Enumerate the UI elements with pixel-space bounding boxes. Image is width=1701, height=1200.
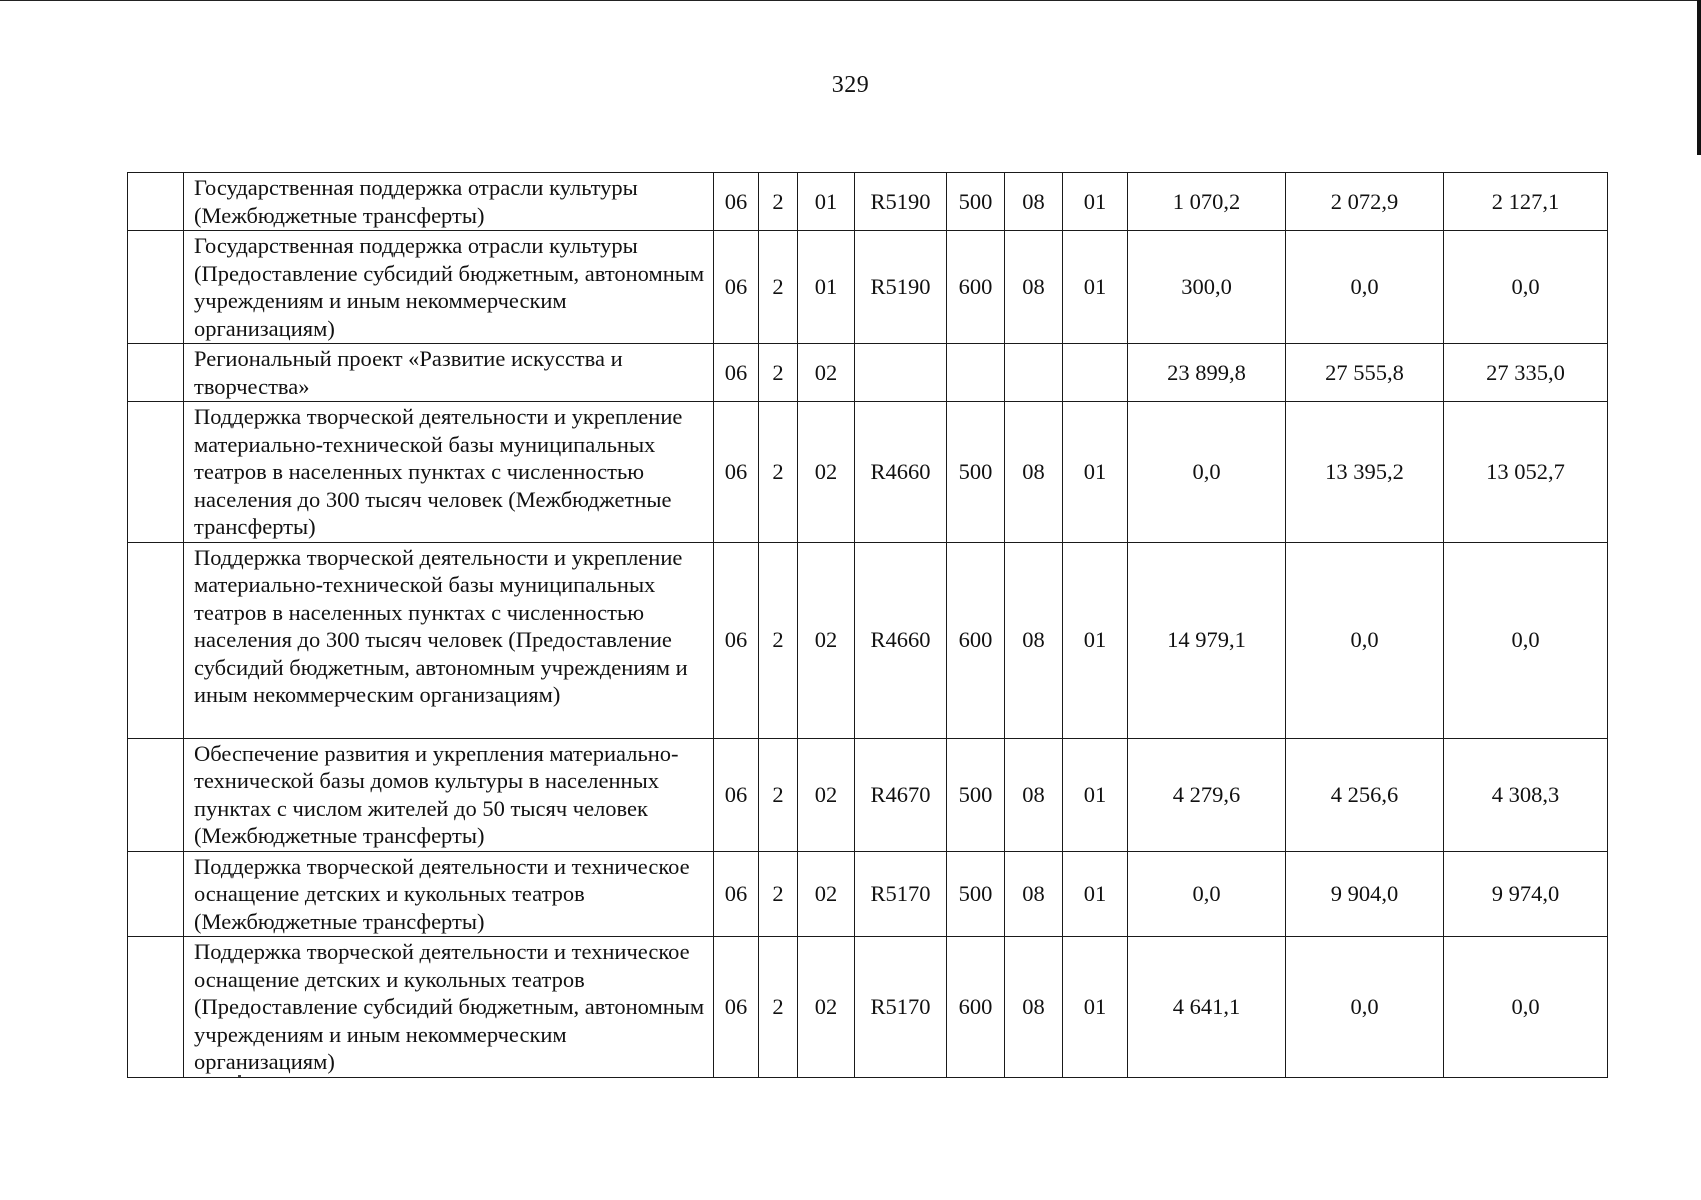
code-program-cell: 06 [714,231,759,344]
expense-type-cell: 500 [947,402,1005,543]
row-index-cell [128,851,184,937]
code-event-cell: 01 [798,173,855,231]
subsection-cell: 01 [1063,851,1128,937]
expense-type-cell: 600 [947,937,1005,1078]
row-index-cell [128,937,184,1078]
section-cell: 08 [1005,937,1063,1078]
code-direction-cell: R4660 [855,402,947,543]
code-event-cell: 02 [798,344,855,402]
subsection-cell: 01 [1063,738,1128,851]
amount-year1-cell: 4 279,6 [1128,738,1286,851]
code-event-cell: 02 [798,851,855,937]
code-subprogram-cell: 2 [759,231,798,344]
description-cell: Поддержка творческой деятельности и укрепление материально-технической базы муниципальных театров в населенных пунктах с численностью населения до 300 тысяч человек (Межбюджетные трансферты) [184,402,714,543]
amount-year1-cell: 300,0 [1128,231,1286,344]
description-cell: Обеспечение развития и укрепления материально-технической базы домов культуры в населенных пунктах с числом жителей до 50 тысяч человек (Межбюджетные трансферты) [184,738,714,851]
code-program-cell: 06 [714,738,759,851]
section-cell: 08 [1005,402,1063,543]
expense-type-cell: 500 [947,738,1005,851]
code-program-cell: 06 [714,402,759,543]
section-cell [1005,344,1063,402]
code-event-cell: 01 [798,231,855,344]
description-cell: Поддержка творческой деятельности и техническое оснащение детских и кукольных театров (Межбюджетные трансферты) [184,851,714,937]
amount-year1-cell: 0,0 [1128,402,1286,543]
subsection-cell: 01 [1063,402,1128,543]
amount-year2-cell: 9 904,0 [1286,851,1444,937]
amount-year1-cell: 0,0 [1128,851,1286,937]
amount-year1-cell: 23 899,8 [1128,344,1286,402]
expense-type-cell: 500 [947,173,1005,231]
description-cell: Государственная поддержка отрасли культуры (Межбюджетные трансферты) [184,173,714,231]
section-cell: 08 [1005,738,1063,851]
code-direction-cell: R4660 [855,542,947,738]
section-cell: 08 [1005,542,1063,738]
subsection-cell: 01 [1063,937,1128,1078]
table-row [128,402,1608,543]
page-number: 329 [831,72,870,98]
code-program-cell: 06 [714,344,759,402]
code-subprogram-cell: 2 [759,402,798,543]
section-cell: 08 [1005,231,1063,344]
budget-table [127,172,1608,1078]
code-event-cell: 02 [798,402,855,543]
scan-top-edge [0,0,1701,12]
table-row [128,937,1608,1078]
subsection-cell: 01 [1063,173,1128,231]
table-row [128,231,1608,344]
description-cell: Государственная поддержка отрасли культуры (Предоставление субсидий бюджетным, автономным учреждениям и иным некоммерческим организациям) [184,231,714,344]
code-event-cell: 02 [798,542,855,738]
code-subprogram-cell: 2 [759,937,798,1078]
description-cell: Поддержка творческой деятельности и укрепление материально-технической базы муниципальных театров в населенных пунктах с численностью населения до 300 тысяч человек (Предоставление субсидий бюджетным, автономным учреждениям и иным некоммерческим организациям) [184,542,714,738]
row-index-cell [128,738,184,851]
row-index-cell [128,173,184,231]
code-program-cell: 06 [714,937,759,1078]
amount-year2-cell: 13 395,2 [1286,402,1444,543]
code-subprogram-cell: 2 [759,542,798,738]
amount-year2-cell: 2 072,9 [1286,173,1444,231]
scan-speck [238,1075,241,1077]
code-subprogram-cell: 2 [759,173,798,231]
amount-year3-cell: 0,0 [1444,937,1608,1078]
row-index-cell [128,231,184,344]
amount-year2-cell: 4 256,6 [1286,738,1444,851]
section-cell: 08 [1005,851,1063,937]
code-event-cell: 02 [798,937,855,1078]
expense-type-cell: 600 [947,231,1005,344]
amount-year3-cell: 9 974,0 [1444,851,1608,937]
description-cell: Поддержка творческой деятельности и техническое оснащение детских и кукольных театров (Предоставление субсидий бюджетным, автономным учреждениям и иным некоммерческим организациям) [184,937,714,1078]
amount-year3-cell: 4 308,3 [1444,738,1608,851]
expense-type-cell: 600 [947,542,1005,738]
amount-year3-cell: 2 127,1 [1444,173,1608,231]
code-direction-cell: R5190 [855,173,947,231]
row-index-cell [128,542,184,738]
code-direction-cell: R4670 [855,738,947,851]
amount-year3-cell: 13 052,7 [1444,402,1608,543]
code-direction-cell: R5170 [855,937,947,1078]
amount-year3-cell: 0,0 [1444,231,1608,344]
table-body [128,173,1608,1078]
subsection-cell: 01 [1063,542,1128,738]
code-direction-cell: R5170 [855,851,947,937]
amount-year1-cell: 14 979,1 [1128,542,1286,738]
amount-year2-cell: 0,0 [1286,542,1444,738]
expense-type-cell: 500 [947,851,1005,937]
amount-year2-cell: 27 555,8 [1286,344,1444,402]
code-program-cell: 06 [714,851,759,937]
code-event-cell: 02 [798,738,855,851]
code-program-cell: 06 [714,542,759,738]
row-index-cell [128,344,184,402]
table-row [128,542,1608,738]
description-cell: Региональный проект «Развитие искусства и творчества» [184,344,714,402]
amount-year3-cell: 27 335,0 [1444,344,1608,402]
code-direction-cell: R5190 [855,231,947,344]
table-row [128,851,1608,937]
code-subprogram-cell: 2 [759,851,798,937]
amount-year1-cell: 1 070,2 [1128,173,1286,231]
table-row [128,738,1608,851]
table-row [128,344,1608,402]
code-program-cell: 06 [714,173,759,231]
subsection-cell: 01 [1063,231,1128,344]
code-subprogram-cell: 2 [759,344,798,402]
amount-year2-cell: 0,0 [1286,231,1444,344]
amount-year2-cell: 0,0 [1286,937,1444,1078]
code-subprogram-cell: 2 [759,738,798,851]
code-direction-cell [855,344,947,402]
amount-year1-cell: 4 641,1 [1128,937,1286,1078]
expense-type-cell [947,344,1005,402]
row-index-cell [128,402,184,543]
subsection-cell [1063,344,1128,402]
amount-year3-cell: 0,0 [1444,542,1608,738]
table-row [128,173,1608,231]
section-cell: 08 [1005,173,1063,231]
